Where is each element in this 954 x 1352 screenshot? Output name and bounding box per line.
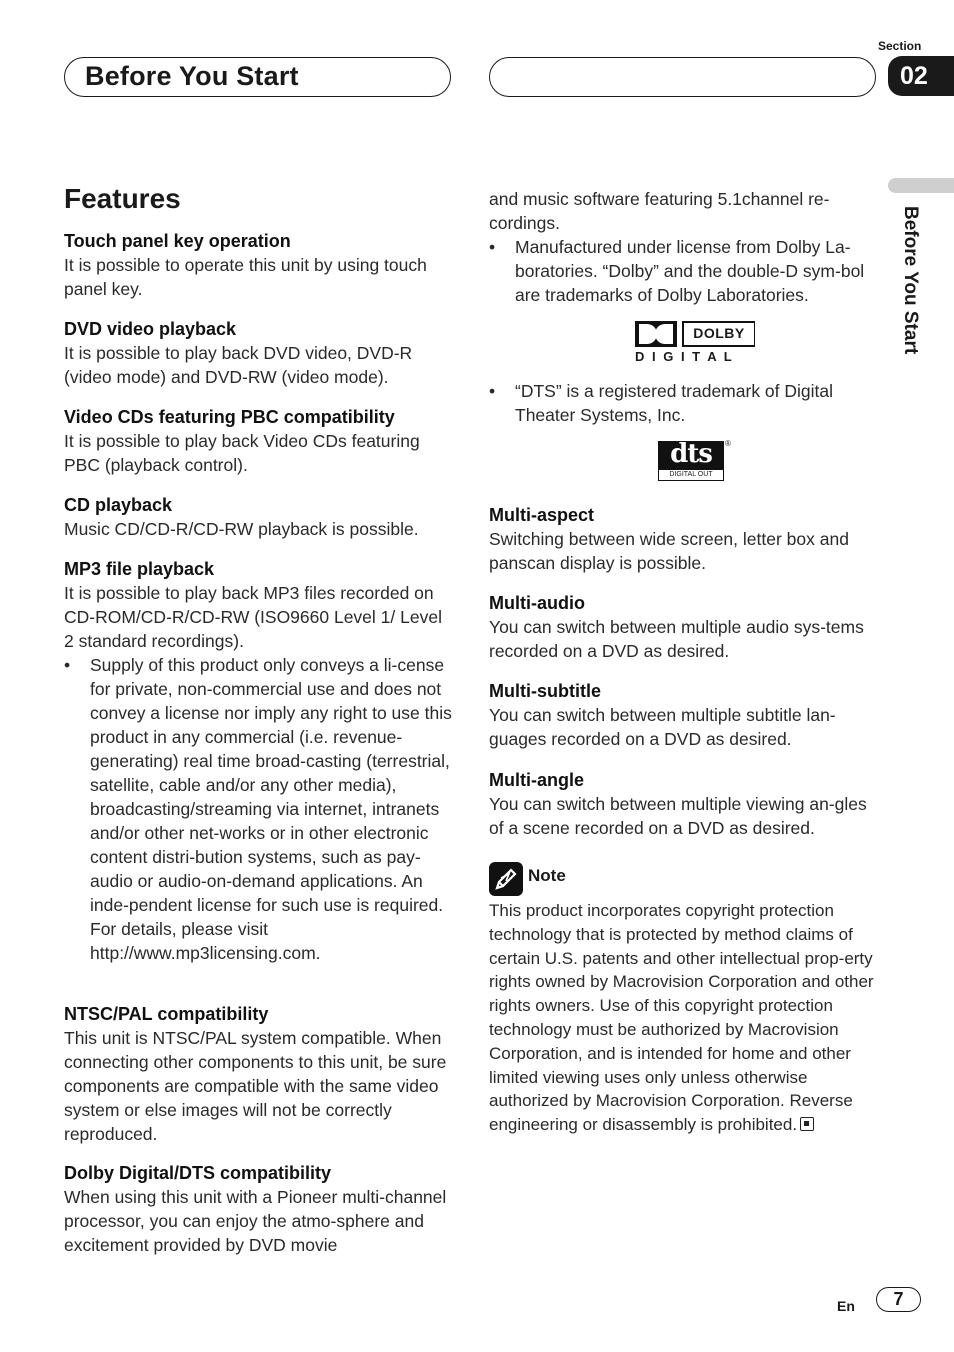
bullet-item [64,653,456,965]
section-heading: Dolby Digital/DTS compatibility [64,1163,332,1183]
section-body: You can switch between multiple subtitle lan-guages recorded on a DVD as desired. [489,705,836,749]
section-number-badge: 02 [888,56,954,96]
dts-word: dts [670,439,712,469]
bullet-text: Manufactured under license from Dolby La-boratories. “Dolby” and the double-D sym-bol are trademarks of Dolby Laboratories. [515,237,865,305]
section-multi-audio [489,591,884,663]
section-label: Section [878,39,922,53]
section-ntsc-pal [64,1002,456,1146]
section-heading: Multi-audio [489,593,585,613]
section-dolby-dts [64,1161,456,1257]
footer-language: En [837,1298,855,1314]
section-body: It is possible to play back DVD video, DVD-R (video mode) and DVD-RW (video mode). [64,343,413,387]
dolby-digital-word: D I G I T A L [635,349,734,364]
bullet-text: Supply of this product only conveys a li-cense for private, non-commercial use and does not convey a license nor imply any right to use this product in any commercial (i.e. revenue-generating) real time broad-casting (terrestrial, satellite, cable and/or any other media), broadcasting/streaming via internet, intranets and/or other net-works or in other electronic content distri-bution systems, such as pay-audio or audio-on-demand applications. An inde-pendent license for such use is required. For details, please visit http://www.mp3licensing.com. [90,655,452,963]
end-mark-icon [800,1117,814,1131]
continued-text: and music software featuring 5.1channel re-cordings. [489,189,830,233]
dolby-word: DOLBY [693,325,745,341]
section-multi-aspect [489,503,884,575]
side-tab [897,206,921,396]
page-heading: Features [64,183,181,214]
section-body: It is possible to operate this unit by using touch panel key. [64,255,427,299]
note-body [489,899,884,1137]
dts-trademark-block [489,379,881,427]
dolby-digital-logo [635,321,755,366]
section-cd-playback [64,493,456,541]
continued-text-block [489,187,881,307]
section-heading: Multi-angle [489,770,584,790]
bullet-dot: • [489,237,496,257]
section-body: This unit is NTSC/PAL system compatible. When connecting other components to this unit, be sure components are compatible with the same video system or else images will not be correctly reproduced. [64,1028,447,1144]
section-mp3 [64,557,456,965]
section-heading: Multi-aspect [489,505,595,525]
header-blank-frame [489,57,876,97]
section-body: Switching between wide screen, letter box and panscan display is possible. [489,529,849,573]
section-heading: DVD video playback [64,319,237,339]
section-body: It is possible to play back Video CDs featuring PBC (playback control). [64,431,420,475]
side-tab-label: Before You Start [900,206,921,355]
section-heading: Touch panel key operation [64,231,291,251]
section-touch-panel [64,229,456,301]
section-heading: NTSC/PAL compatibility [64,1004,269,1024]
section-heading: CD playback [64,495,173,515]
section-heading: Video CDs featuring PBC compatibility [64,407,395,427]
section-heading: Multi-subtitle [489,681,601,701]
bullet-item [489,235,881,307]
dts-sub-word: DIGITAL OUT [669,471,713,478]
bullet-dot: • [64,655,71,675]
dts-digital-out-logo [658,441,734,483]
dts-registered-mark: ® [725,439,731,448]
section-body: It is possible to play back MP3 files recorded on CD-ROM/CD-R/CD-RW (ISO9660 Level 1/ Level 2 standard recordings). [64,583,442,651]
bullet-item [489,379,881,427]
side-tab-bar [888,178,954,193]
bullet-dot: • [489,381,496,401]
section-video-cd [64,405,456,477]
section-multi-subtitle [489,679,884,751]
header-title: Before You Start [85,61,299,91]
section-body: You can switch between multiple viewing an-gles of a scene recorded on a DVD as desired. [489,794,867,838]
note-title: Note [528,866,566,885]
page-number: 7 [876,1287,921,1312]
section-body: When using this unit with a Pioneer multi-channel processor, you can enjoy the atmo-sphere and excitement provided by DVD movie [64,1187,447,1255]
section-dvd-video [64,317,456,389]
section-multi-angle [489,768,884,840]
note-text: This product incorporates copyright protection technology that is protected by method claims of certain U.S. patents and other intellectual prop-erty rights owned by Macrovision Corporation and other rights owners. Use of this copyright protection technology must be authorized by Macrovision Corporation, and is intended for home and other limited viewing uses only unless otherwise authorized by Macrovision Corporation. Reverse engineering or disassembly is prohibited. [489,901,874,1135]
section-body: You can switch between multiple audio sys-tems recorded on a DVD as desired. [489,617,864,661]
note-pencil-icon [489,862,523,896]
section-body: Music CD/CD-R/CD-RW playback is possible. [64,519,419,539]
bullet-text: “DTS” is a registered trademark of Digital Theater Systems, Inc. [515,381,834,425]
header-title-frame [64,57,451,97]
section-heading: MP3 file playback [64,559,215,579]
